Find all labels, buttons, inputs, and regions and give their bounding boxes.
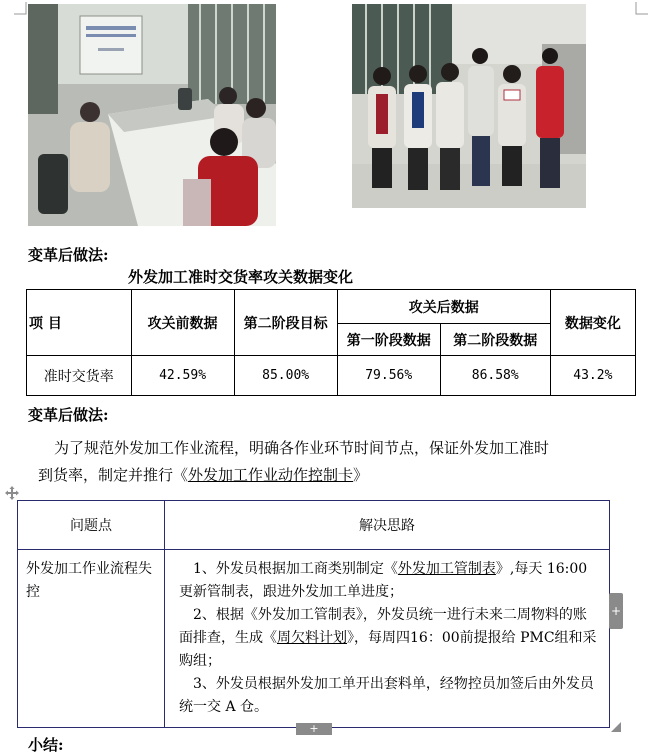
col-target-header: 第二阶段目标 bbox=[234, 290, 337, 356]
paragraph-text: 》 bbox=[353, 466, 369, 484]
col-item-header: 项 目 bbox=[27, 290, 132, 356]
data-change-table bbox=[26, 289, 636, 396]
problem-cell: 外发加工作业流程失控 bbox=[18, 550, 165, 728]
cell-before: 42.59% bbox=[131, 356, 234, 396]
solution-item-1 bbox=[179, 558, 599, 604]
add-column-tab[interactable]: + bbox=[609, 593, 623, 629]
cell-stage1: 79.56% bbox=[337, 356, 440, 396]
section-heading-before: 变革后做法: bbox=[28, 246, 109, 264]
col-solution-header: 解决思路 bbox=[165, 501, 610, 550]
cell-target: 85.00% bbox=[234, 356, 337, 396]
corner-mark-top-right bbox=[634, 2, 648, 16]
add-row-tab[interactable]: + bbox=[296, 723, 332, 735]
solution-item-2 bbox=[179, 604, 599, 673]
table-resize-handle[interactable] bbox=[611, 722, 621, 732]
solution-item-3: 3、外发员根据外发加工单开出套料单，经物控员加签后由外发员统一交 A 仓。 bbox=[179, 676, 594, 715]
col-before-header: 攻关前数据 bbox=[131, 290, 234, 356]
solution-text: 》,每天 16:00 更新管制表，跟进外发加工单进度； bbox=[179, 561, 588, 600]
paragraph-line-2 bbox=[34, 462, 638, 489]
corner-mark-top-left bbox=[14, 2, 28, 16]
group-photo bbox=[352, 4, 586, 208]
solution-text: 2、根据《外发加工管制表》，外发员统一进行未来二周物料的账面排查，生成《 bbox=[179, 607, 587, 646]
solution-text: 1、外发员根据加工商类别制定《 bbox=[193, 561, 398, 577]
paragraph-line-1: 为了规范外发加工作业流程，明确各作业环节时间节点，保证外发加工准时 bbox=[54, 439, 550, 457]
table-row bbox=[18, 550, 610, 728]
solution-text: 》，每周四16：00前提报给 PMC组和采购组； bbox=[179, 630, 597, 669]
table-row bbox=[27, 356, 636, 396]
problem-solution-table bbox=[17, 500, 610, 728]
solution-cell bbox=[165, 550, 610, 728]
meeting-photo bbox=[28, 4, 276, 226]
col-after-header: 攻关后数据 bbox=[337, 290, 550, 324]
col-stage1-header: 第一阶段数据 bbox=[337, 324, 440, 356]
table-move-icon[interactable] bbox=[5, 486, 19, 500]
cell-change: 43.2% bbox=[550, 356, 635, 396]
section-heading-after: 变革后做法: bbox=[28, 406, 109, 424]
summary-heading: 小结: bbox=[28, 736, 64, 754]
paragraph-text: 到货率，制定并推行《 bbox=[38, 466, 189, 484]
shortage-plan-link[interactable]: 周欠料计划 bbox=[277, 630, 347, 646]
control-table-link[interactable]: 外发加工管制表 bbox=[397, 561, 496, 577]
table-title: 外发加工准时交货率攻关数据变化 bbox=[128, 268, 354, 286]
col-problem-header: 问题点 bbox=[18, 501, 165, 550]
control-card-link[interactable]: 外发加工作业动作控制卡 bbox=[188, 466, 354, 484]
body-paragraph bbox=[34, 435, 638, 489]
col-change-header: 数据变化 bbox=[550, 290, 635, 356]
cell-stage2: 86.58% bbox=[440, 356, 550, 396]
row-label: 准时交货率 bbox=[27, 356, 132, 396]
col-stage2-header: 第二阶段数据 bbox=[440, 324, 550, 356]
